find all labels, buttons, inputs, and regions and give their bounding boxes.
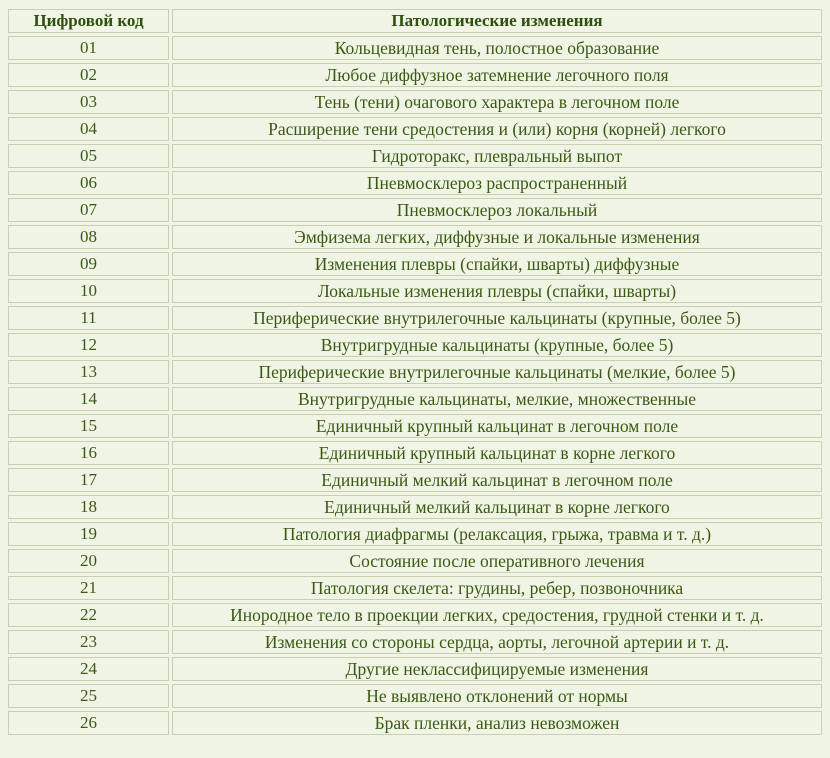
row-code: 24	[8, 657, 169, 681]
table-row	[8, 90, 822, 114]
table-row	[8, 225, 822, 249]
row-description: Пневмосклероз локальный	[172, 198, 822, 222]
row-code: 15	[8, 414, 169, 438]
row-description: Не выявлено отклонений от нормы	[172, 684, 822, 708]
table-row	[8, 468, 822, 492]
table-body	[8, 36, 822, 735]
row-code: 17	[8, 468, 169, 492]
row-description: Внутригрудные кальцинаты (крупные, более 5)	[172, 333, 822, 357]
header-code: Цифровой код	[8, 9, 169, 33]
row-code: 07	[8, 198, 169, 222]
row-description: Пневмосклероз распространенный	[172, 171, 822, 195]
table-row	[8, 144, 822, 168]
table-row	[8, 360, 822, 384]
row-description: Патология диафрагмы (релаксация, грыжа, травма и т. д.)	[172, 522, 822, 546]
row-code: 23	[8, 630, 169, 654]
table-row	[8, 630, 822, 654]
header-description: Патологические изменения	[172, 9, 822, 33]
row-code: 18	[8, 495, 169, 519]
row-description: Брак пленки, анализ невозможен	[172, 711, 822, 735]
row-description: Тень (тени) очагового характера в легочном поле	[172, 90, 822, 114]
row-description: Периферические внутрилегочные кальцинаты (мелкие, более 5)	[172, 360, 822, 384]
table-row	[8, 711, 822, 735]
pathology-codes-table	[5, 6, 825, 738]
pathology-codes-table-container	[5, 6, 825, 738]
row-code: 21	[8, 576, 169, 600]
row-code: 05	[8, 144, 169, 168]
row-description: Расширение тени средостения и (или) корня (корней) легкого	[172, 117, 822, 141]
row-description: Другие неклассифицируемые изменения	[172, 657, 822, 681]
row-description: Единичный мелкий кальцинат в легочном поле	[172, 468, 822, 492]
table-row	[8, 414, 822, 438]
row-code: 12	[8, 333, 169, 357]
row-code: 26	[8, 711, 169, 735]
table-row	[8, 171, 822, 195]
row-code: 11	[8, 306, 169, 330]
table-row	[8, 603, 822, 627]
row-code: 01	[8, 36, 169, 60]
row-code: 03	[8, 90, 169, 114]
row-code: 16	[8, 441, 169, 465]
row-code: 22	[8, 603, 169, 627]
row-code: 19	[8, 522, 169, 546]
row-description: Патология скелета: грудины, ребер, позвоночника	[172, 576, 822, 600]
header-row	[8, 9, 822, 33]
row-description: Инородное тело в проекции легких, средостения, грудной стенки и т. д.	[172, 603, 822, 627]
row-code: 25	[8, 684, 169, 708]
row-description: Состояние после оперативного лечения	[172, 549, 822, 573]
row-code: 06	[8, 171, 169, 195]
table-row	[8, 684, 822, 708]
table-row	[8, 198, 822, 222]
row-description: Периферические внутрилегочные кальцинаты (крупные, более 5)	[172, 306, 822, 330]
table-row	[8, 387, 822, 411]
table-row	[8, 279, 822, 303]
row-code: 14	[8, 387, 169, 411]
row-description: Изменения со стороны сердца, аорты, легочной артерии и т. д.	[172, 630, 822, 654]
row-code: 08	[8, 225, 169, 249]
row-description: Кольцевидная тень, полостное образование	[172, 36, 822, 60]
row-description: Локальные изменения плевры (спайки, шварты)	[172, 279, 822, 303]
row-code: 20	[8, 549, 169, 573]
table-row	[8, 495, 822, 519]
row-description: Единичный мелкий кальцинат в корне легкого	[172, 495, 822, 519]
row-description: Изменения плевры (спайки, шварты) диффузные	[172, 252, 822, 276]
table-row	[8, 441, 822, 465]
row-description: Внутригрудные кальцинаты, мелкие, множественные	[172, 387, 822, 411]
table-row	[8, 549, 822, 573]
table-row	[8, 522, 822, 546]
table-row	[8, 36, 822, 60]
table-row	[8, 333, 822, 357]
row-description: Гидроторакс, плевральный выпот	[172, 144, 822, 168]
table-row	[8, 306, 822, 330]
row-description: Единичный крупный кальцинат в корне легкого	[172, 441, 822, 465]
table-row	[8, 117, 822, 141]
table-row	[8, 63, 822, 87]
row-description: Эмфизема легких, диффузные и локальные изменения	[172, 225, 822, 249]
row-code: 10	[8, 279, 169, 303]
table-row	[8, 252, 822, 276]
row-code: 04	[8, 117, 169, 141]
row-description: Единичный крупный кальцинат в легочном поле	[172, 414, 822, 438]
table-header	[8, 9, 822, 33]
row-description: Любое диффузное затемнение легочного поля	[172, 63, 822, 87]
row-code: 13	[8, 360, 169, 384]
row-code: 02	[8, 63, 169, 87]
table-row	[8, 657, 822, 681]
table-row	[8, 576, 822, 600]
row-code: 09	[8, 252, 169, 276]
